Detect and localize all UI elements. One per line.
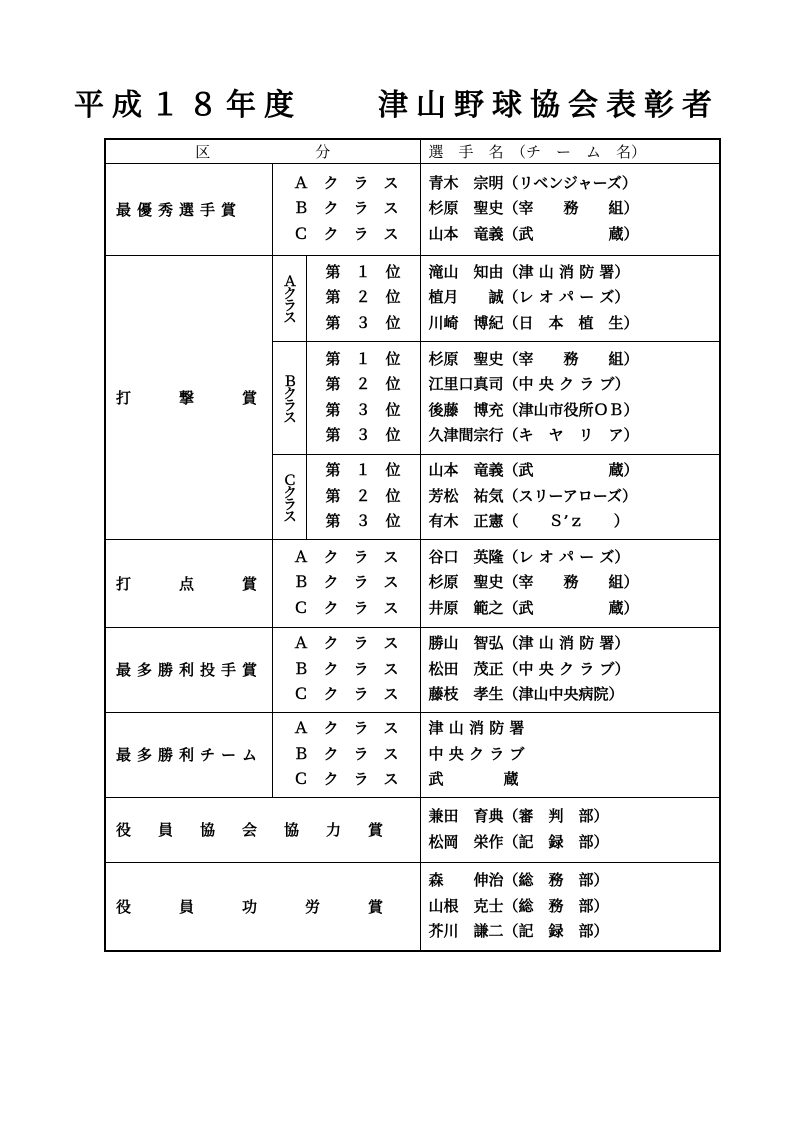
section-row — [105, 862, 720, 951]
category-label: 最多勝利投手賞 — [105, 627, 272, 712]
team-name: （武 蔵） — [503, 224, 639, 243]
class-label: Ｃ ク ラ ス — [293, 770, 399, 789]
class-label: Ｃ ク ラ ス — [293, 224, 399, 243]
header-category — [105, 139, 420, 163]
class-label: Ａ ク ラ ス — [293, 719, 399, 738]
player-name: 芳松 祐気 — [428, 486, 504, 505]
rank-list — [306, 454, 420, 539]
winner-list — [420, 862, 720, 951]
winner-list — [420, 797, 720, 862]
rank-label: 第 １ 位 — [325, 262, 401, 281]
section-row — [105, 797, 720, 862]
category-label: 役 員 功 労 賞 — [105, 862, 420, 951]
list-item — [429, 631, 720, 657]
rank-label: 第 １ 位 — [325, 349, 401, 368]
team-name: （キ ヤ リ ア） — [503, 426, 639, 444]
player-name: 植月 誠 — [428, 288, 504, 307]
player-name: 山本 竜義 — [428, 461, 504, 480]
table-header-row — [105, 139, 720, 163]
header-players: 選 手 名 （チ ー ム 名） — [420, 139, 720, 163]
header-category-right: 分 — [315, 142, 331, 161]
class-label: Ｂ ク ラ ス — [293, 659, 399, 678]
category-label: 最多勝利チーム — [105, 712, 272, 797]
list-item — [429, 767, 720, 793]
player-name: 兼田 育典 — [428, 807, 504, 825]
player-name: 谷口 英隆 — [428, 547, 504, 566]
player-name: 山根 克士 — [428, 896, 504, 915]
list-item — [429, 458, 720, 484]
rank-label: 第 ３ 位 — [325, 426, 401, 444]
player-name: 後藤 博充 — [428, 400, 504, 419]
category-label: 最優秀選手賞 — [105, 163, 272, 255]
rank-label: 第 ３ 位 — [325, 313, 401, 332]
class-label: Ａ ク ラ ス — [293, 634, 399, 653]
team-name: （宰 務 組） — [503, 349, 639, 368]
list-item — [429, 830, 720, 856]
team-name: （記 録 部） — [503, 922, 609, 940]
list-item — [429, 894, 720, 920]
player-name: 川崎 博紀 — [428, 313, 504, 332]
winner-list — [420, 341, 720, 454]
section-row — [105, 627, 720, 712]
list-item — [429, 570, 720, 596]
player-name: 久津間宗行 — [428, 426, 504, 444]
team-name: （中 央 ク ラ ブ） — [503, 659, 630, 678]
class-label: Ｂ ク ラ ス — [293, 573, 399, 592]
winner-list — [420, 255, 720, 341]
team-name: （武 蔵） — [503, 598, 639, 617]
page-title: 平成１８年度 津山野球協会表彰者 — [74, 88, 720, 123]
list-item — [429, 171, 720, 197]
subclass-label: Ａクラス — [272, 255, 306, 341]
winner-list — [420, 454, 720, 539]
team-name: （津 山 消 防 署） — [503, 262, 630, 281]
team-name: （津山市役所ＯＢ） — [503, 400, 639, 419]
class-label: Ｃ ク ラ ス — [293, 598, 399, 617]
section-row — [105, 255, 720, 341]
category-label: 役 員 協 会 協 力 賞 — [105, 797, 420, 862]
team-name: （津 山 消 防 署） — [503, 634, 630, 653]
rank-label: 第 ３ 位 — [325, 400, 401, 419]
team-name: （レ オ パ ー ズ） — [503, 288, 630, 307]
class-label: Ｂ ク ラ ス — [293, 199, 399, 218]
team-name: （宰 務 組） — [503, 573, 639, 592]
player-name: 勝山 智弘 — [428, 634, 504, 653]
player-name: 有木 正憲 — [428, 512, 504, 531]
team-name: （武 蔵） — [503, 461, 639, 480]
list-item — [429, 545, 720, 571]
player-name: 松田 茂正 — [428, 659, 504, 678]
class-list — [272, 539, 420, 627]
class-label: Ｂ ク ラ ス — [293, 744, 399, 763]
team-name: （総 務 部） — [503, 871, 609, 889]
list-item — [429, 868, 720, 894]
awards-table — [104, 138, 721, 952]
player-name: 杉原 聖史 — [428, 199, 504, 218]
list-item — [429, 260, 720, 286]
team-name: （レ オ パ ー ズ） — [503, 547, 630, 566]
rank-list — [306, 341, 420, 454]
class-label: Ａ ク ラ ス — [293, 173, 399, 192]
list-item — [429, 311, 720, 337]
team-name: （スリーアローズ） — [503, 486, 638, 505]
team-name: （宰 務 組） — [503, 199, 639, 218]
class-list — [272, 627, 420, 712]
list-item — [429, 716, 720, 742]
team-name: （ Ｓ’ｚ ） — [503, 512, 629, 531]
list-item — [429, 919, 720, 945]
player-name: 江里口真司 — [428, 375, 504, 393]
subclass-label: Ｃクラス — [272, 454, 306, 539]
class-list — [272, 712, 420, 797]
player-name: 青木 宗明 — [428, 173, 504, 192]
winner-list — [420, 712, 720, 797]
rank-label: 第 ３ 位 — [325, 512, 401, 531]
player-name: 森 伸治 — [428, 871, 504, 889]
section-row — [105, 539, 720, 627]
list-item — [429, 509, 720, 535]
team-name: 武 蔵 — [428, 770, 519, 789]
team-name: 津 山 消 防 署 — [428, 719, 525, 738]
class-list — [272, 163, 420, 255]
player-name: 杉原 聖史 — [428, 573, 504, 592]
list-item — [429, 804, 720, 830]
list-item — [429, 596, 720, 622]
team-name: （日 本 植 生） — [503, 313, 639, 332]
team-name: （総 務 部） — [503, 896, 609, 915]
list-item — [429, 657, 720, 683]
list-item — [429, 682, 720, 708]
list-item — [429, 222, 720, 248]
rank-label: 第 ２ 位 — [325, 486, 401, 505]
list-item — [429, 196, 720, 222]
winner-list — [420, 163, 720, 255]
player-name: 芥川 謙二 — [428, 922, 504, 940]
section-row — [105, 712, 720, 797]
player-name: 松岡 栄作 — [428, 832, 504, 851]
player-name: 藤枝 孝生 — [428, 685, 504, 704]
list-item — [429, 285, 720, 311]
section-row — [105, 163, 720, 255]
list-item — [429, 423, 720, 449]
class-label: Ｃ ク ラ ス — [293, 685, 399, 704]
subclass-label: Ｂクラス — [272, 341, 306, 454]
winner-list — [420, 539, 720, 627]
team-name: 中 央 ク ラ ブ — [428, 744, 525, 763]
rank-label: 第 ２ 位 — [325, 375, 401, 393]
player-name: 杉原 聖史 — [428, 349, 504, 368]
category-label: 打 点 賞 — [105, 539, 272, 627]
team-name: （津山中央病院） — [503, 685, 624, 704]
list-item — [429, 347, 720, 373]
player-name: 滝山 知由 — [428, 262, 504, 281]
team-name: （審 判 部） — [503, 807, 609, 825]
player-name: 井原 範之 — [428, 598, 504, 617]
list-item — [429, 372, 720, 398]
rank-list — [306, 255, 420, 341]
winner-list — [420, 627, 720, 712]
list-item — [429, 398, 720, 424]
team-name: （リベンジャーズ） — [503, 173, 637, 192]
class-label: Ａ ク ラ ス — [293, 547, 399, 566]
team-name: （中 央 ク ラ ブ） — [503, 375, 630, 393]
rank-label: 第 １ 位 — [325, 461, 401, 480]
list-item — [429, 742, 720, 768]
team-name: （記 録 部） — [503, 832, 609, 851]
list-item — [429, 484, 720, 510]
player-name: 山本 竜義 — [428, 224, 504, 243]
rank-label: 第 ２ 位 — [325, 288, 401, 307]
header-category-left: 区 — [195, 142, 211, 161]
category-label: 打 撃 賞 — [105, 255, 272, 539]
